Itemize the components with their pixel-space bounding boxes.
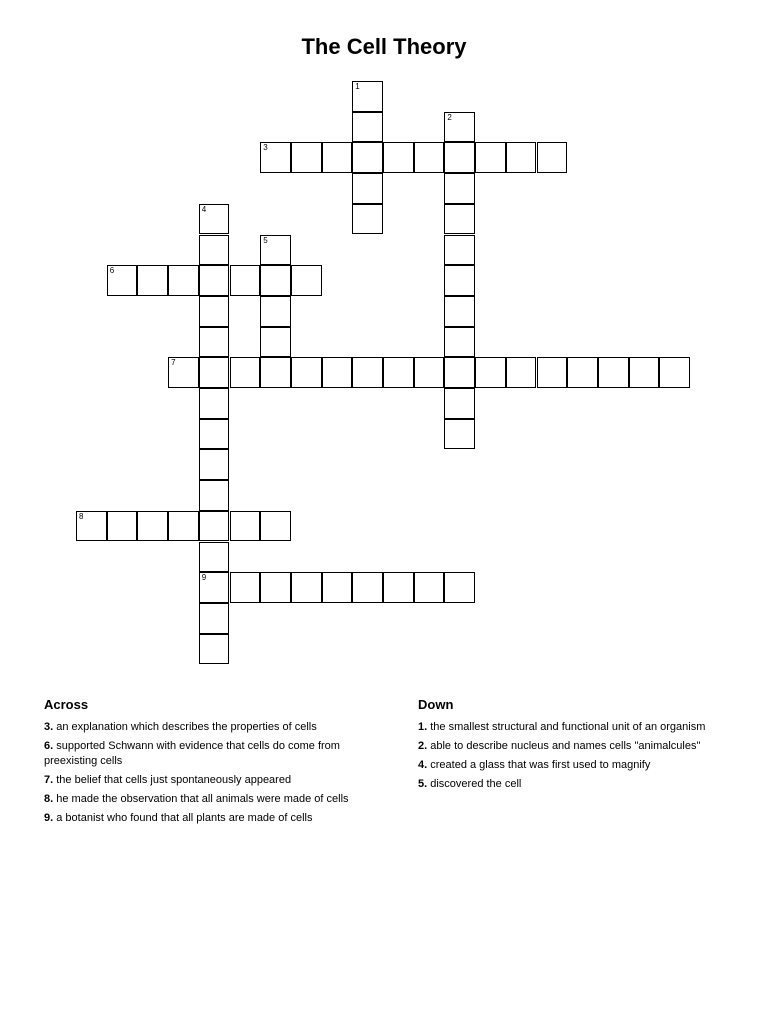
grid-cell[interactable]	[199, 634, 230, 665]
grid-cell[interactable]	[199, 542, 230, 573]
grid-cell[interactable]	[168, 357, 199, 388]
clue-text: discovered the cell	[430, 778, 522, 790]
grid-cell[interactable]	[107, 265, 138, 296]
clue-down-2	[418, 739, 733, 754]
clue-number: 4.	[418, 759, 428, 771]
grid-cell[interactable]	[199, 296, 230, 327]
grid-cell[interactable]	[352, 173, 383, 204]
clue-number-label: 4	[201, 204, 207, 214]
grid-cell[interactable]	[76, 511, 107, 542]
grid-cell[interactable]	[444, 388, 475, 419]
clue-text: a botanist who found that all plants are made of cells	[56, 812, 313, 824]
grid-cell[interactable]	[137, 265, 168, 296]
across-clues	[44, 697, 359, 830]
grid-cell[interactable]	[352, 142, 383, 173]
clue-text: created a glass that was first used to magnify	[430, 759, 651, 771]
clue-number: 7.	[44, 774, 54, 786]
grid-cell[interactable]	[444, 327, 475, 358]
grid-cell[interactable]	[537, 142, 568, 173]
grid-cell[interactable]	[322, 357, 353, 388]
clue-number: 1.	[418, 721, 428, 733]
grid-cell[interactable]	[352, 357, 383, 388]
grid-cell[interactable]	[260, 235, 291, 266]
grid-cell[interactable]	[291, 265, 322, 296]
grid-cell[interactable]	[199, 327, 230, 358]
grid-cell[interactable]	[168, 265, 199, 296]
clue-text: an explanation which describes the properties of cells	[56, 721, 317, 733]
clue-text: the belief that cells just spontaneously appeared	[56, 774, 292, 786]
grid-cell[interactable]	[260, 296, 291, 327]
grid-cell[interactable]	[352, 572, 383, 603]
grid-cell[interactable]	[444, 235, 475, 266]
grid-cell[interactable]	[230, 511, 261, 542]
across-heading: Across	[44, 697, 89, 712]
clue-down-1	[418, 720, 733, 735]
grid-cell[interactable]	[260, 511, 291, 542]
grid-cell[interactable]	[444, 112, 475, 143]
clue-number-label: 8	[79, 511, 84, 521]
grid-cell[interactable]	[199, 388, 230, 419]
grid-cell[interactable]	[260, 327, 291, 358]
grid-cell[interactable]	[506, 357, 537, 388]
grid-cell[interactable]	[199, 572, 230, 603]
clue-text: he made the observation that all animals were made of cells	[56, 793, 349, 805]
clue-number: 5.	[418, 778, 428, 790]
grid-cell[interactable]	[383, 572, 414, 603]
clue-down-5	[418, 777, 733, 792]
grid-cell[interactable]	[444, 142, 475, 173]
clue-number: 9.	[44, 812, 54, 824]
clue-number-label: 3	[263, 143, 268, 153]
grid-cell[interactable]	[230, 265, 261, 296]
grid-cell[interactable]	[444, 296, 475, 327]
grid-cell[interactable]	[199, 449, 230, 480]
grid-cell[interactable]	[506, 142, 537, 173]
clue-down-4	[418, 758, 733, 773]
grid-cell[interactable]	[414, 142, 445, 173]
clue-text: the smallest structural and functional unit of an organism	[430, 721, 706, 733]
grid-cell[interactable]	[352, 81, 383, 112]
clue-across-3	[44, 720, 359, 735]
clue-number: 6.	[44, 740, 54, 752]
grid-cell[interactable]	[291, 572, 322, 603]
grid-cell[interactable]	[199, 235, 230, 266]
grid-cell[interactable]	[199, 265, 230, 296]
grid-cell[interactable]	[352, 204, 383, 235]
grid-cell[interactable]	[537, 357, 568, 388]
grid-cell[interactable]	[659, 357, 690, 388]
clue-across-7	[44, 773, 359, 788]
clue-number-label: 2	[447, 112, 452, 122]
grid-cell[interactable]	[475, 142, 506, 173]
grid-cell[interactable]	[414, 357, 445, 388]
clue-number-label: 9	[201, 573, 207, 583]
grid-cell[interactable]	[414, 572, 445, 603]
grid-cell[interactable]	[383, 142, 414, 173]
grid-cell[interactable]	[260, 572, 291, 603]
clue-across-9	[44, 811, 359, 826]
grid-cell[interactable]	[598, 357, 629, 388]
grid-cell[interactable]	[322, 142, 353, 173]
clue-number-label: 6	[109, 266, 115, 276]
grid-cell[interactable]	[444, 572, 475, 603]
grid-cell[interactable]	[291, 142, 322, 173]
clue-number-label: 7	[171, 358, 176, 368]
grid-cell[interactable]	[444, 265, 475, 296]
grid-cell[interactable]	[444, 357, 475, 388]
grid-cell[interactable]	[567, 357, 598, 388]
grid-cell[interactable]	[199, 480, 230, 511]
grid-cell[interactable]	[444, 204, 475, 235]
clue-number: 3.	[44, 721, 54, 733]
grid-cell[interactable]	[230, 357, 261, 388]
clue-number-label: 5	[263, 235, 268, 245]
grid-cell[interactable]	[107, 511, 138, 542]
grid-cell[interactable]	[629, 357, 660, 388]
grid-cell[interactable]	[475, 357, 506, 388]
clue-number-label: 1	[355, 82, 360, 91]
grid-cell[interactable]	[444, 173, 475, 204]
grid-cell[interactable]	[260, 265, 291, 296]
grid-cell[interactable]	[137, 511, 168, 542]
grid-cell[interactable]	[260, 142, 291, 173]
clue-across-8	[44, 792, 359, 807]
grid-cell[interactable]	[291, 357, 322, 388]
grid-cell[interactable]	[199, 204, 230, 235]
grid-cell[interactable]	[352, 112, 383, 143]
puzzle-title: The Cell Theory	[301, 34, 467, 59]
clue-number: 8.	[44, 793, 54, 805]
grid-cell[interactable]	[383, 357, 414, 388]
grid-cell[interactable]	[199, 357, 230, 388]
grid-cell[interactable]	[260, 357, 291, 388]
clue-number: 2.	[418, 740, 428, 752]
grid-cell[interactable]	[199, 511, 230, 542]
grid-cell[interactable]	[230, 572, 261, 603]
grid-cell[interactable]	[444, 419, 475, 450]
clue-across-6	[44, 739, 359, 769]
down-clues	[418, 697, 733, 796]
down-heading: Down	[418, 697, 454, 712]
grid-cell[interactable]	[199, 603, 230, 634]
grid-cell[interactable]	[168, 511, 199, 542]
grid-cell[interactable]	[322, 572, 353, 603]
grid-cell[interactable]	[199, 419, 230, 450]
clue-text: able to describe nucleus and names cells "animalcules"	[430, 740, 701, 752]
clue-text: supported Schwann with evidence that cells do come from preexisting cells	[44, 740, 340, 767]
